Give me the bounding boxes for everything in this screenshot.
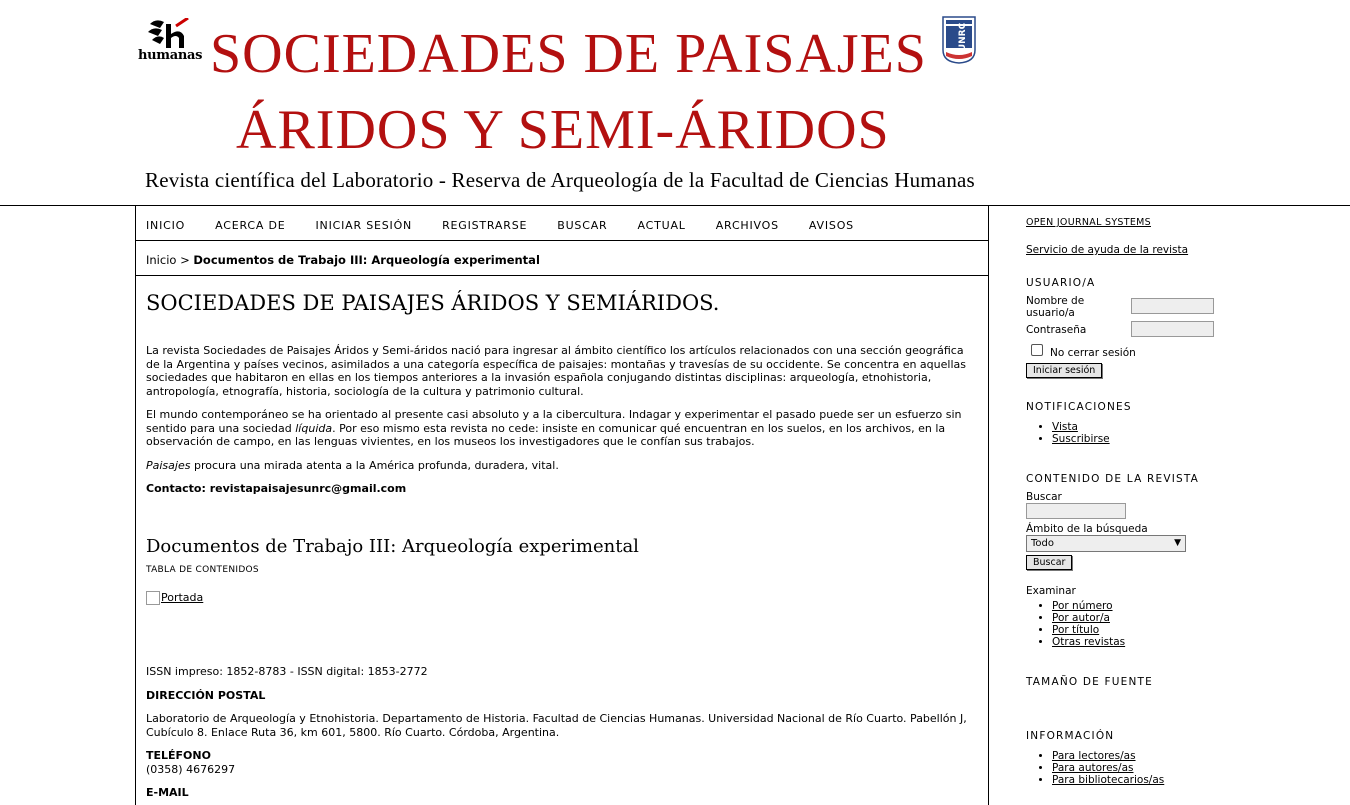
ojs-link[interactable]: OPEN JOURNAL SYSTEMS: [1026, 217, 1151, 228]
search-input[interactable]: [1026, 503, 1126, 519]
breadcrumb-current[interactable]: Documentos de Trabajo III: Arqueología experimental: [193, 253, 540, 267]
notifications-block-title: NOTIFICACIONES: [1026, 401, 1132, 413]
humanas-logo: [138, 18, 203, 66]
journal-subtitle: Revista científica del Laboratorio - Reserva de Arqueología de la Facultad de Ciencias Humanas: [145, 168, 975, 192]
unrc-logo: [942, 16, 976, 64]
browse-label: Examinar: [1026, 585, 1076, 597]
username-label: Nombre de usuario/a: [1026, 295, 1085, 319]
nav-archivos[interactable]: ARCHIVOS: [715, 219, 779, 232]
p3-text-after: procura una mirada atenta a la América profunda, duradera, vital.: [190, 458, 559, 472]
breadcrumb-home[interactable]: Inicio: [146, 253, 177, 267]
p2-emphasis: líquida: [295, 421, 333, 435]
phone-heading: TELÉFONO: [146, 749, 211, 762]
unrc-logo-text: UNRC: [958, 22, 968, 52]
browse-by-title-link[interactable]: Por título: [1052, 624, 1100, 636]
password-label: Contraseña: [1026, 324, 1087, 336]
search-scope-value: Todo: [1031, 538, 1054, 549]
browse-by-author-link[interactable]: Por autor/a: [1052, 612, 1110, 624]
information-list: [1026, 750, 1164, 786]
font-size-block-title: TAMAÑO DE FUENTE: [1026, 676, 1153, 688]
issue-cover[interactable]: [146, 591, 978, 605]
p2-text-before: El mundo contemporáneo se ha orientado al presente casi absoluto y a la cibercultura. Indagar y experimentar el pasado puede ser un esfuerzo sin sentido para una sociedad: [146, 408, 962, 435]
description-paragraph-3: [146, 459, 978, 473]
journal-title-line1: SOCIEDADES DE PAISAJES: [210, 23, 927, 85]
nav-buscar[interactable]: BUSCAR: [557, 219, 608, 232]
help-link[interactable]: Servicio de ayuda de la revista: [1026, 244, 1189, 256]
page-title: SOCIEDADES DE PAISAJES ÁRIDOS Y SEMIÁRIDOS.: [146, 291, 720, 315]
humanas-logo-text: humanas: [138, 48, 203, 63]
postal-address: Laboratorio de Arqueología y Etnohistoria. Departamento de Historia. Facultad de Ciencias Humanas. Universidad Nacional de Río Cuarto. Pabellón J, Cubículo 8. Enlace Ruta 36, km 601, 5800. Río Cuarto. Córdoba, Argentina.: [146, 712, 967, 739]
nav-acerca-de[interactable]: ACERCA DE: [215, 219, 286, 232]
notifications-list: [1026, 421, 1110, 445]
journal-content: [136, 290, 988, 800]
cover-link[interactable]: Portada: [161, 591, 204, 605]
notifications-subscribe-link[interactable]: Suscribirse: [1052, 433, 1110, 445]
search-scope-select[interactable]: [1026, 535, 1186, 552]
browse-by-issue-link[interactable]: Por número: [1052, 600, 1113, 612]
login-button[interactable]: Iniciar sesión: [1026, 363, 1102, 378]
main-content-frame: [135, 205, 989, 805]
password-input[interactable]: [1131, 321, 1214, 337]
page-header: [0, 0, 1350, 206]
search-button[interactable]: Buscar: [1026, 555, 1072, 570]
info-readers-link[interactable]: Para lectores/as: [1052, 750, 1136, 762]
description-paragraph-2: [146, 408, 978, 449]
username-input[interactable]: [1131, 298, 1214, 314]
contact-line: Contacto: revistapaisajesunrc@gmail.com: [146, 482, 407, 495]
p2-text-after: . Por eso mismo esta revista no cede: insiste en comunicar qué encuentran en los suelos, en los archivos, en la observación de campo, en las lenguas vivientes, en los museos los investigadores que le confían sus trabajos.: [146, 421, 946, 448]
nav-registrarse[interactable]: REGISTRARSE: [442, 219, 528, 232]
remember-label: No cerrar sesión: [1050, 347, 1136, 359]
information-block-title: INFORMACIÓN: [1026, 730, 1115, 742]
issn-line: ISSN impreso: 1852-8783 - ISSN digital: 1853-2772: [146, 665, 428, 678]
search-label: Buscar: [1026, 491, 1062, 503]
broken-image-icon: [146, 591, 160, 605]
phone-number: (0358) 4676297: [146, 762, 236, 776]
nav-iniciar-sesion[interactable]: INICIAR SESIÓN: [315, 219, 413, 232]
description-paragraph-1: La revista Sociedades de Paisajes Áridos y Semi-áridos nació para ingresar al ámbito científico los artículos relacionados con una sección geográfica de la Argentina y países vecinos, asimilados a una categoría específica de paisajes: montañas y travesías de su occidente. Se concentra en aquellas sociedades que habitaron en ellas en los tiempos anteriores a la invasión española conjugando distintas disciplinas: arqueología, etnohistoria, antropología, etnografía, historia, sociología de la cultura y patrimonio cultural.: [146, 344, 966, 398]
search-scope-label: Ámbito de la búsqueda: [1026, 523, 1148, 535]
user-block-title: USUARIO/A: [1026, 277, 1096, 289]
issue-title: Documentos de Trabajo III: Arqueología experimental: [146, 535, 639, 557]
nav-avisos[interactable]: AVISOS: [808, 219, 854, 232]
notifications-view-link[interactable]: Vista: [1052, 421, 1078, 433]
journal-content-block-title: CONTENIDO DE LA REVISTA: [1026, 473, 1200, 485]
breadcrumb-separator: >: [180, 253, 190, 267]
postal-heading: DIRECCIÓN POSTAL: [146, 688, 266, 702]
info-authors-link[interactable]: Para autores/as: [1052, 762, 1134, 774]
other-journals-link[interactable]: Otras revistas: [1052, 636, 1126, 648]
email-heading: E-MAIL: [146, 786, 189, 799]
main-navbar: [136, 205, 988, 241]
remember-checkbox[interactable]: [1031, 344, 1043, 356]
chevron-down-icon: ▼: [1174, 538, 1181, 548]
browse-list: [1026, 600, 1125, 648]
journal-title-line2: ÁRIDOS Y SEMI-ÁRIDOS: [236, 99, 890, 161]
p3-emphasis: Paisajes: [146, 458, 191, 472]
nav-inicio[interactable]: INICIO: [146, 219, 186, 232]
humanas-logo-icon: [146, 18, 190, 48]
nav-actual[interactable]: ACTUAL: [637, 219, 686, 232]
table-of-contents-label: TABLA DE CONTENIDOS: [146, 564, 259, 575]
info-librarians-link[interactable]: Para bibliotecarios/as: [1052, 774, 1165, 786]
